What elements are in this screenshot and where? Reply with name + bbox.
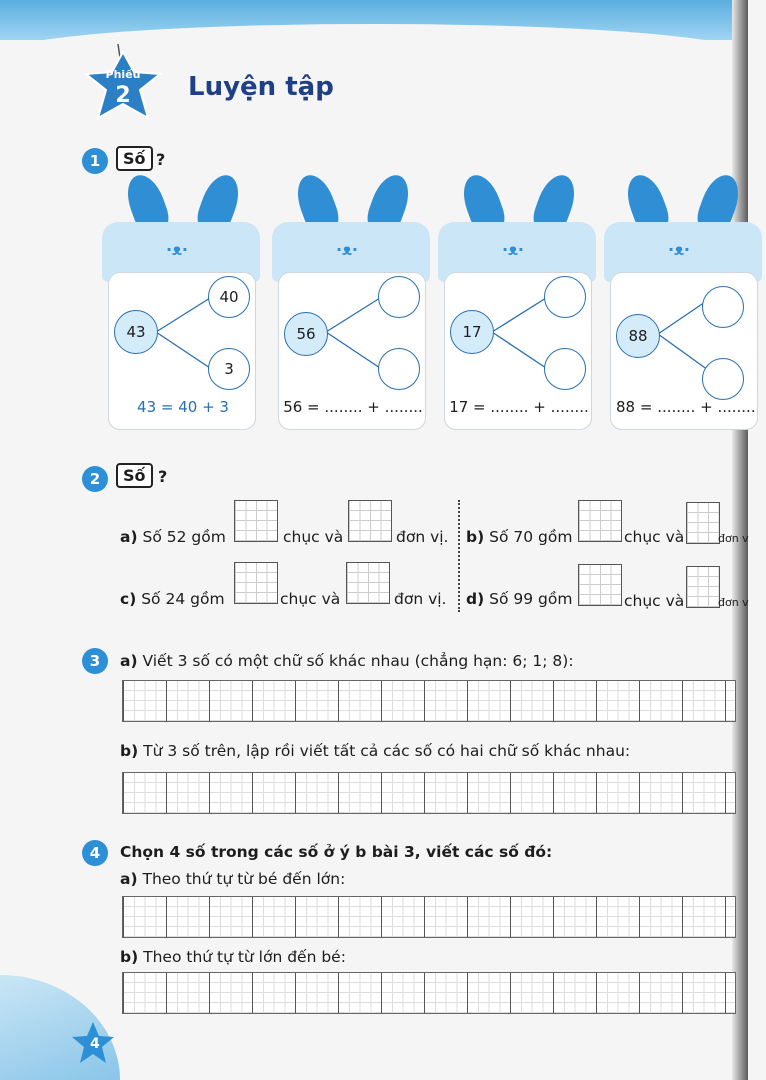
question-2-mark: ? — [158, 467, 168, 486]
q2c-mid: chục và — [280, 590, 341, 608]
card-3-equation: 17 = ........ + ........ — [449, 398, 589, 416]
q2b-post: đơn v — [718, 532, 749, 545]
q2d-post: đơn v — [718, 596, 749, 609]
q2a-units-box[interactable] — [348, 500, 392, 542]
question-3-number: 3 — [82, 648, 108, 674]
bunny-card-2: ·ᴥ· 56 56 = ........ + ........ — [272, 170, 430, 432]
q2a-mid: chục và — [283, 528, 344, 546]
sheet-label: Phiếu — [105, 68, 141, 81]
q2b-units-box[interactable] — [686, 502, 720, 544]
q4a-answer-grid[interactable] — [122, 896, 736, 938]
q2d-units-box[interactable] — [686, 566, 720, 608]
card-2-equation: 56 = ........ + ........ — [283, 398, 423, 416]
card-3-top[interactable] — [544, 276, 586, 318]
card-2-center: 56 — [284, 312, 328, 356]
bunny-card-1: ·ᴥ· 43 40 3 43 = 40 + 3 — [102, 170, 260, 432]
q2c-post: đơn vị. — [394, 590, 447, 608]
card-1-equation: 43 = 40 + 3 — [137, 398, 229, 416]
card-1-top: 40 — [208, 276, 250, 318]
q3b-answer-grid[interactable] — [122, 772, 736, 814]
q2b-mid: chục và — [624, 528, 685, 546]
q2d-mid: chục và — [624, 592, 685, 610]
card-1-bottom: 3 — [208, 348, 250, 390]
q4a-text: a) Theo thứ tự từ bé đến lớn: — [120, 870, 346, 888]
question-4-number: 4 — [82, 840, 108, 866]
sheet-number: 2 — [115, 83, 131, 108]
q3b-text: b) Từ 3 số trên, lập rồi viết tất cả các số có hai chữ số khác nhau: — [120, 742, 631, 760]
card-4-top[interactable] — [702, 286, 744, 328]
card-4-equation: 88 = ........ + ........ — [616, 398, 756, 416]
page-title: Luyện tập — [188, 72, 334, 102]
card-1-center: 43 — [114, 310, 158, 354]
card-2-bottom[interactable] — [378, 348, 420, 390]
q2b-tens-box[interactable] — [578, 500, 622, 542]
q4b-answer-grid[interactable] — [122, 972, 736, 1014]
bunny-card-4: ·ᴥ· 88 88 = ........ + ........ — [604, 170, 730, 432]
question-1-mark: ? — [156, 150, 166, 169]
q2-item-a: a) Số 52 gồm — [120, 528, 226, 546]
card-4-center: 88 — [616, 314, 660, 358]
page-number: 4 — [90, 1036, 100, 1052]
q2c-units-box[interactable] — [346, 562, 390, 604]
q2-item-d: d) Số 99 gồm — [466, 590, 573, 608]
q4-prompt: Chọn 4 số trong các số ở ý b bài 3, viết các số đó: — [120, 843, 553, 861]
q2c-tens-box[interactable] — [234, 562, 278, 604]
question-2-number: 2 — [82, 466, 108, 492]
card-2-top[interactable] — [378, 276, 420, 318]
q2a-tens-box[interactable] — [234, 500, 278, 542]
q2d-tens-box[interactable] — [578, 564, 622, 606]
sheet-badge-star — [78, 44, 168, 126]
q3a-answer-grid[interactable] — [122, 680, 736, 722]
card-4-bottom[interactable] — [702, 358, 744, 400]
card-3-center: 17 — [450, 310, 494, 354]
q3a-text: a) Viết 3 số có một chữ số khác nhau (chẳng hạn: 6; 1; 8): — [120, 652, 574, 670]
q2a-post: đơn vị. — [396, 528, 449, 546]
question-1-label: Số — [116, 146, 153, 171]
top-decoration — [0, 0, 748, 40]
question-1-number: 1 — [82, 148, 108, 174]
card-3-bottom[interactable] — [544, 348, 586, 390]
question-2-label: Số — [116, 463, 153, 488]
q2-item-c: c) Số 24 gồm — [120, 590, 225, 608]
q2-item-b: b) Số 70 gồm — [466, 528, 573, 546]
q4b-text: b) Theo thứ tự từ lớn đến bé: — [120, 948, 346, 966]
q2-divider — [458, 500, 460, 612]
bunny-card-3: ·ᴥ· 17 17 = ........ + ........ — [438, 170, 596, 432]
